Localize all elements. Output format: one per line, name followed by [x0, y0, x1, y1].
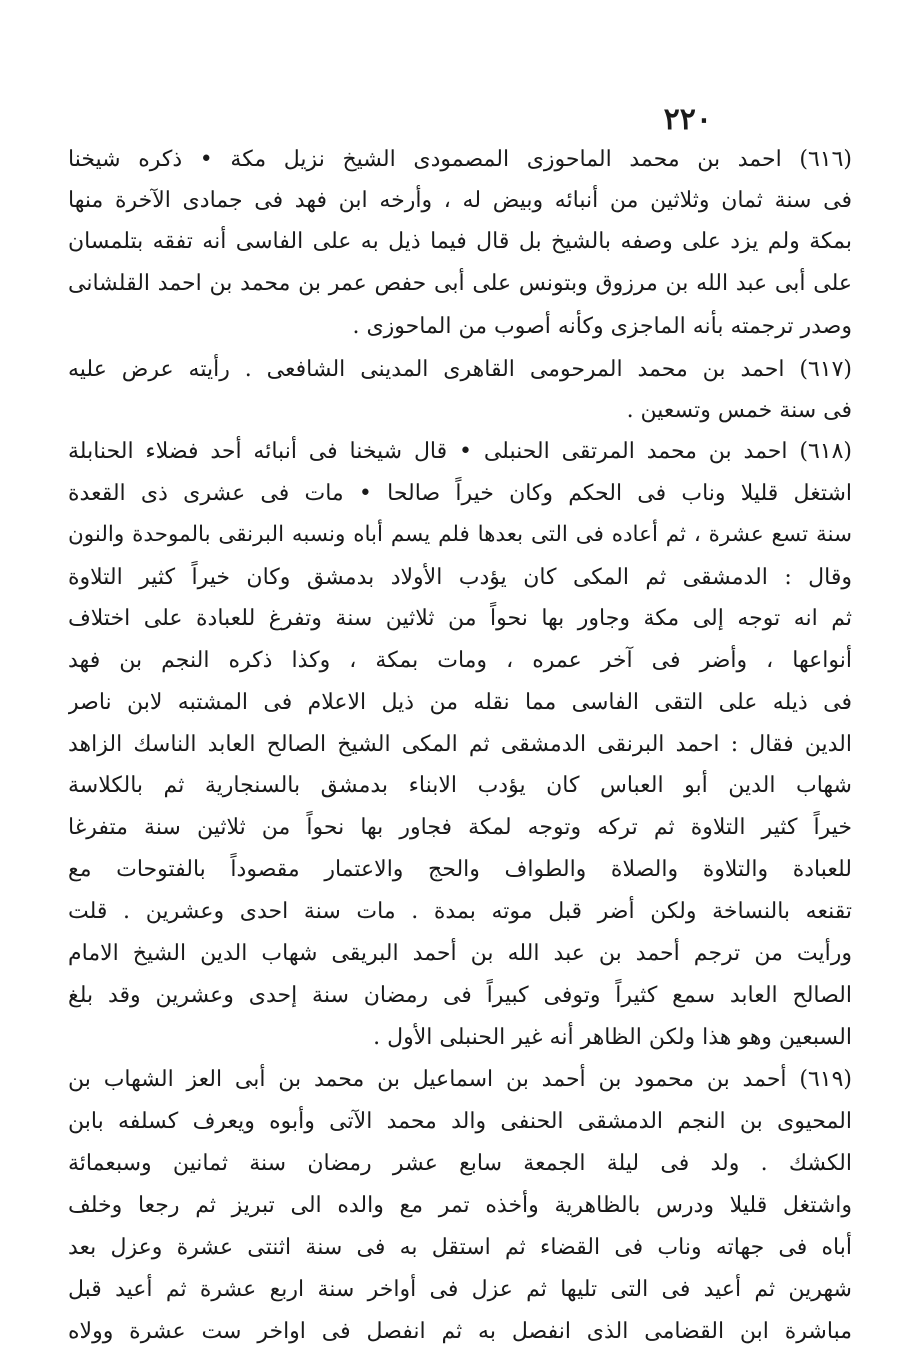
- text-line: أباه فى جهاته وناب فى القضاء ثم استقل به فى سنة اثنتى عشرة وعزل بعد: [68, 1235, 852, 1260]
- text-line: شهاب الدين أبو العباس كان يؤدب الابناء بدمشق بالسنجارية ثم بالكلاسة: [68, 773, 852, 798]
- text-line: فى سنة خمس وتسعين .: [626, 398, 852, 423]
- text-line: السبعين وهو هذا ولكن الظاهر أنه غير الحنبلى الأول .: [373, 1025, 852, 1050]
- text-line: واشتغل قليلا ودرس بالظاهرية وأخذه تمر مع والده الى تبريز ثم رجعا وخلف: [68, 1193, 852, 1218]
- text-line: للعبادة والتلاوة والصلاة والطواف والحج والاعتمار مقصوداً بالفتوحات مع: [68, 857, 852, 882]
- text-line: (٦١٨) احمد بن محمد المرتقى الحنبلى • قال شيخنا فى أنبائه أحد فضلاء الحنابلة: [68, 439, 852, 464]
- text-line: سنة تسع عشرة ، ثم أعاده فى التى بعدها فلم يسم أباه ونسبه البرنقى بالموحدة والنون: [68, 522, 852, 547]
- text-line: (٦١٦) احمد بن محمد الماحوزى المصمودى الشيخ نزيل مكة • ذكره شيخنا: [68, 147, 852, 172]
- text-line: مباشرة ابن القضامى الذى انفصل به ثم انفصل فى اواخر ست عشرة وولاه: [68, 1319, 852, 1344]
- text-line: فى ذيله على التقى الفاسى مما نقله من ذيل الاعلام فى المشتبه لابن ناصر: [68, 690, 852, 715]
- text-line: وقال : الدمشقى ثم المكى كان يؤدب الأولاد بدمشق وكان خيراً كثير التلاوة: [68, 565, 852, 590]
- text-line: اشتغل قليلا وناب فى الحكم وكان خيراً صالحا • مات فى عشرى ذى القعدة: [68, 481, 852, 506]
- text-line: ورأيت من ترجم أحمد بن عبد الله بن أحمد البريقى شهاب الدين الشيخ الامام: [68, 941, 852, 966]
- text-line: وصدر ترجمته بأنه الماجزى وكأنه أصوب من الماحوزى .: [352, 314, 852, 339]
- text-line: الدين فقال : احمد البرنقى الدمشقى ثم المكى الشيخ الصالح العابد الناسك الزاهد: [68, 732, 852, 757]
- text-line: شهرين ثم أعيد فى التى تليها ثم عزل فى أواخر سنة اربع عشرة ثم أعيد قبل: [68, 1277, 852, 1302]
- text-line: بمكة ولم يزد على وصفه بالشيخ بل قال فيما ذيل به على الفاسى أنه تفقه بتلمسان: [68, 229, 852, 254]
- text-line: أنواعها ، وأضر فى آخر عمره ، ومات بمكة ، وكذا ذكره النجم بن فهد: [68, 648, 852, 673]
- page-number: ٢٢٠: [663, 102, 712, 137]
- text-line: ثم انه توجه إلى مكة وجاور بها نحواً من ثلاثين سنة وتفرغ للعبادة على اختلاف: [68, 606, 852, 631]
- text-line: الكشك . ولد فى ليلة الجمعة سابع عشر رمضان سنة ثمانين وسبعمائة: [68, 1151, 852, 1176]
- text-line: خيراً كثير التلاوة ثم تركه وتوجه لمكة فجاور بها نحواً من ثلاثين سنة متفرغا: [68, 815, 852, 840]
- text-line: الصالح العابد سمع كثيراً وتوفى كبيراً فى رمضان سنة إحدى وعشرين وقد بلغ: [68, 983, 852, 1008]
- text-line: (٦١٩) أحمد بن محمود بن أحمد بن اسماعيل بن محمد بن أبى العز الشهاب بن: [68, 1067, 852, 1092]
- text-line: على أبى عبد الله بن مرزوق وبتونس على أبى حفص عمر بن محمد بن احمد القلشانى: [68, 271, 852, 296]
- text-line: المحيوى بن النجم الدمشقى الحنفى والد محمد الآتى وأبوه ويعرف كسلفه بابن: [68, 1109, 852, 1134]
- text-line: (٦١٧) احمد بن محمد المرحومى القاهرى المدينى الشافعى . رأيته عرض عليه: [68, 357, 852, 382]
- text-line: فى سنة ثمان وثلاثين من أنبائه وبيض له ، وأرخه ابن فهد فى جمادى الآخرة منها: [68, 188, 852, 213]
- text-line: تقنعه بالنساخة ولكن أضر قبل موته بمدة . مات سنة احدى وعشرين . قلت: [68, 899, 852, 924]
